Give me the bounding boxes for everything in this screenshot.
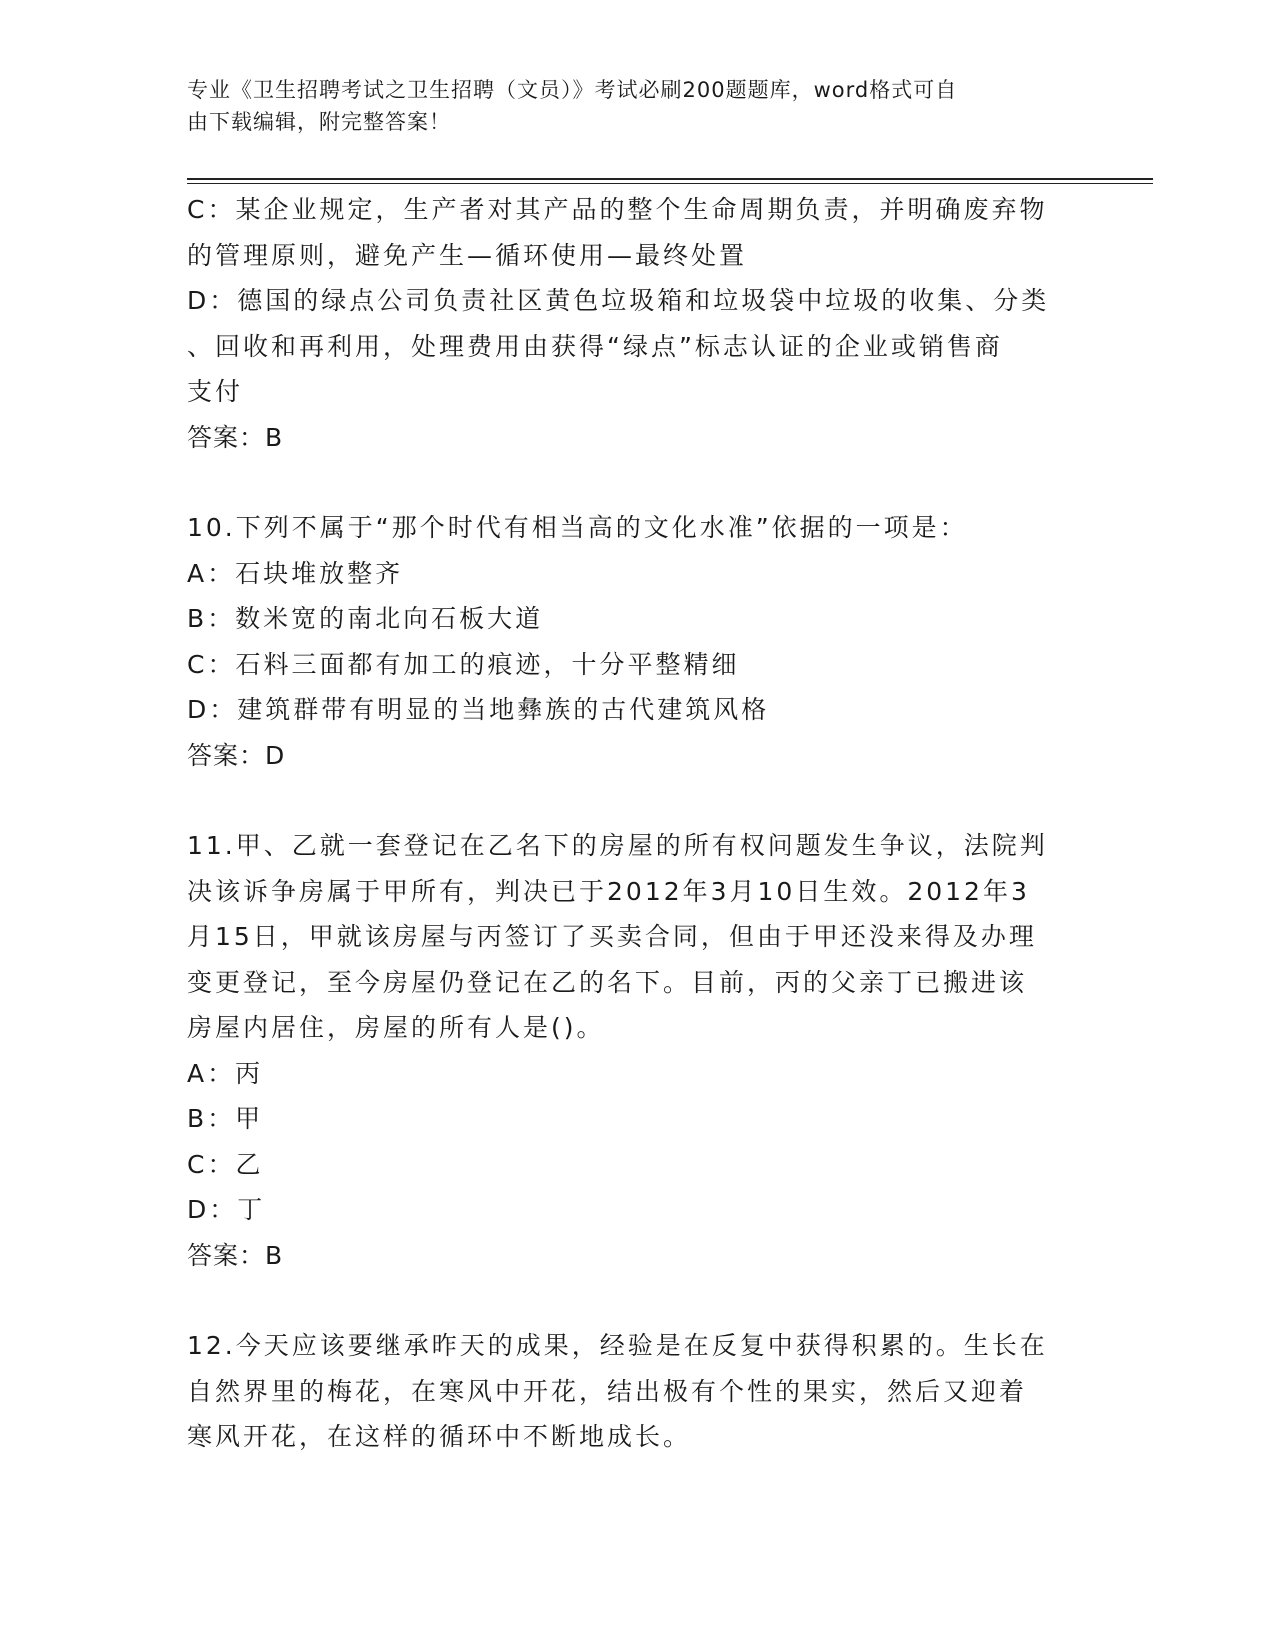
question-11: [187, 823, 1087, 1278]
option-d: D：丁: [187, 1195, 266, 1224]
option-c: C：某企业规定，生产者对其产品的整个生命周期负责，并明确废弃物: [187, 195, 1048, 224]
header-line: 专业《卫生招聘考试之卫生招聘（文员）》考试必刷200题题库，word格式可自: [187, 78, 958, 102]
header-line: 由下载编辑，附完整答案！: [187, 110, 451, 134]
question-stem: 寒风开花，在这样的循环中不断地成长。: [187, 1422, 692, 1451]
option-d: D：建筑群带有明显的当地彝族的古代建筑风格: [187, 695, 770, 724]
question-stem: 变更登记，至今房屋仍登记在乙的名下。目前，丙的父亲丁已搬进该: [187, 967, 1028, 997]
question-stem: 月15日，甲就该房屋与丙签订了买卖合同，但由于甲还没来得及办理: [187, 922, 1037, 951]
option-a: A：石块堆放整齐: [187, 558, 404, 588]
question-stem: 11.甲、乙就一套登记在乙名下的房屋的所有权问题发生争议，法院判: [187, 831, 1048, 860]
header-divider-thin: [187, 183, 1153, 184]
option-c: C：石料三面都有加工的痕迹，十分平整精细: [187, 649, 740, 679]
option-d-cont: 支付: [187, 377, 244, 406]
question-10: [187, 505, 1087, 778]
option-b: B：甲: [187, 1104, 264, 1133]
option-d-cont: 、回收和再利用，处理费用由获得“绿点”标志认证的企业或销售商: [187, 331, 1003, 361]
question-stem: 房屋内居住，房屋的所有人是()。: [187, 1013, 605, 1042]
question-stem: 12.今天应该要继承昨天的成果，经验是在反复中获得积累的。生长在: [187, 1331, 1048, 1360]
answer: 答案：B: [187, 1240, 284, 1270]
option-a: A：丙: [187, 1058, 264, 1088]
question-stem: 10.下列不属于“那个时代有相当高的文化水准”依据的一项是：: [187, 513, 968, 542]
question-content: [187, 187, 1087, 1460]
option-d: D：德国的绿点公司负责社区黄色垃圾箱和垃圾袋中垃圾的收集、分类: [187, 286, 1050, 315]
header-divider: [187, 178, 1153, 180]
question-stem: 决该诉争房属于甲所有，判决已于2012年3月10日生效。2012年3: [187, 876, 1030, 906]
question-stem: 自然界里的梅花，在寒风中开花，结出极有个性的果实，然后又迎着: [187, 1376, 1028, 1406]
question-12: [187, 1323, 1087, 1460]
option-b: B：数米宽的南北向石板大道: [187, 604, 544, 633]
page-header: [187, 74, 1067, 138]
answer: 答案：B: [187, 422, 284, 452]
question-9-tail: [187, 187, 1087, 460]
answer: 答案：D: [187, 740, 286, 770]
option-c-cont: 的管理原则，避免产生—循环使用—最终处置: [187, 240, 748, 270]
option-c: C：乙: [187, 1149, 264, 1179]
